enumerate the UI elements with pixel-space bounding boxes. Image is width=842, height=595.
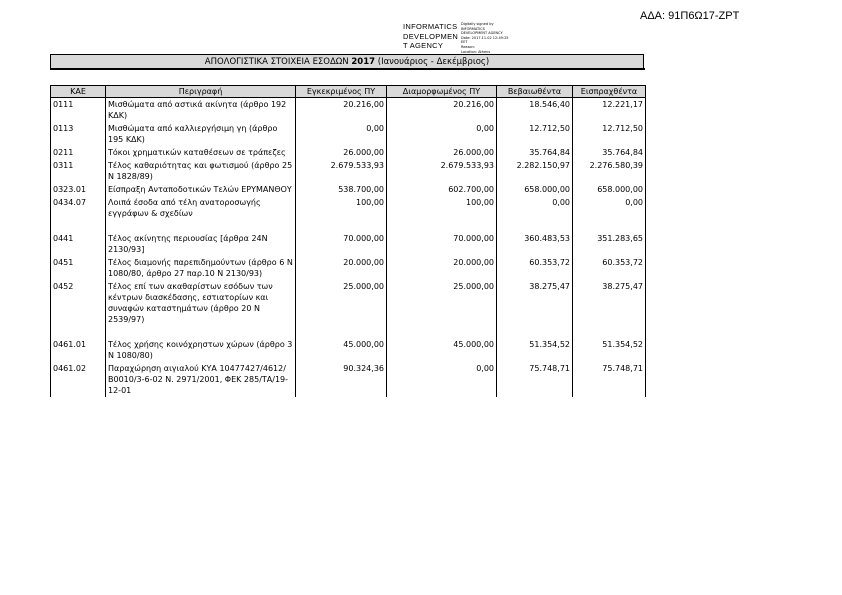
revised-budget-cell: 25.000,00	[387, 280, 497, 326]
revised-budget-cell: 26.000,00	[387, 146, 497, 159]
revised-budget-cell: 0,00	[387, 362, 497, 397]
revised-budget-cell: 70.000,00	[387, 232, 497, 256]
kae-cell: 0111	[51, 98, 106, 123]
table-row	[51, 98, 646, 123]
kae-cell: 0323.01	[51, 183, 106, 196]
column-header-collected: Εισπραχθέντα	[573, 86, 646, 98]
title-underline	[50, 68, 645, 70]
spacer-cell	[387, 326, 497, 338]
signature-detail-line: EET	[461, 40, 468, 45]
certified-cell: 18.546,40	[497, 98, 573, 123]
description-cell: Τέλος χρήσης κοινόχρηστων χώρων (άρθρο 3 Ν 1080/80)	[106, 338, 296, 362]
revised-budget-cell: 2.679.533,93	[387, 159, 497, 183]
collected-cell: 12.712,50	[573, 122, 646, 146]
revised-budget-cell: 20.000,00	[387, 256, 497, 280]
certified-cell: 35.764,84	[497, 146, 573, 159]
revised-budget-cell: 45.000,00	[387, 338, 497, 362]
column-header-certified: Βεβαιωθέντα	[497, 86, 573, 98]
ada-code: ΑΔΑ: 91Π6Ω17-ΖΡΤ	[640, 10, 740, 22]
kae-cell: 0452	[51, 280, 106, 326]
signature-detail-line: INFORMATICS	[461, 26, 485, 31]
collected-cell: 658.000,00	[573, 183, 646, 196]
table-header-row	[51, 86, 646, 98]
certified-cell: 658.000,00	[497, 183, 573, 196]
revenue-table	[50, 85, 646, 397]
spacer-cell	[573, 220, 646, 232]
report-title-suffix: (Ιανουάριος - Δεκέμβριος)	[375, 57, 490, 67]
description-cell: Τέλος επί των ακαθαρίστων εσόδων των κέντρων διασκέδασης, εστιατορίων και συναφών καταστημάτων (άρθρο 20 Ν 2539/97)	[106, 280, 296, 326]
description-cell: Μισθώματα από αστικά ακίνητα (άρθρο 192 ΚΔΚ)	[106, 98, 296, 123]
spacer-cell	[296, 220, 387, 232]
certified-cell: 12.712,50	[497, 122, 573, 146]
spacer-cell	[106, 326, 296, 338]
column-header-approved-budget: Εγκεκριμένος ΠΥ	[296, 86, 387, 98]
collected-cell: 351.283,65	[573, 232, 646, 256]
kae-cell: 0311	[51, 159, 106, 183]
spacer-cell	[573, 326, 646, 338]
certified-cell: 51.354,52	[497, 338, 573, 362]
certified-cell: 60.353,72	[497, 256, 573, 280]
spacer-cell	[296, 326, 387, 338]
signature-details	[461, 22, 531, 54]
table-row	[51, 338, 646, 362]
approved-budget-cell: 0,00	[296, 122, 387, 146]
description-cell: Είσπραξη Ανταποδοτικών Τελών ΕΡΥΜΑΝΘΟΥ	[106, 183, 296, 196]
approved-budget-cell: 70.000,00	[296, 232, 387, 256]
signature-detail-line: Digitally signed by	[461, 22, 494, 26]
spacer-cell	[387, 220, 497, 232]
revised-budget-cell: 0,00	[387, 122, 497, 146]
approved-budget-cell: 2.679.533,93	[296, 159, 387, 183]
table-row	[51, 232, 646, 256]
kae-cell: 0461.01	[51, 338, 106, 362]
collected-cell: 60.353,72	[573, 256, 646, 280]
certified-cell: 360.483,53	[497, 232, 573, 256]
table-row	[51, 159, 646, 183]
approved-budget-cell: 538.700,00	[296, 183, 387, 196]
revised-budget-cell: 100,00	[387, 196, 497, 220]
report-title-prefix: ΑΠΟΛΟΓΙΣΤΙΚΑ ΣΤΟΙΧΕΙΑ ΕΣΟΔΩΝ	[204, 57, 352, 67]
signer-line: INFORMATICS	[403, 22, 458, 31]
approved-budget-cell: 25.000,00	[296, 280, 387, 326]
table-row	[51, 196, 646, 220]
certified-cell: 0,00	[497, 196, 573, 220]
spacer-cell	[51, 326, 106, 338]
report-title-year: 2017	[351, 57, 376, 67]
table-row	[51, 146, 646, 159]
approved-budget-cell: 100,00	[296, 196, 387, 220]
kae-cell: 0211	[51, 146, 106, 159]
table-row	[51, 362, 646, 397]
certified-cell: 38.275,47	[497, 280, 573, 326]
collected-cell: 0,00	[573, 196, 646, 220]
signer-name	[403, 22, 459, 51]
collected-cell: 51.354,52	[573, 338, 646, 362]
collected-cell: 75.748,71	[573, 362, 646, 397]
table-row	[51, 122, 646, 146]
description-cell: Μισθώματα από καλλιεργήσιμη γη (άρθρο 195 ΚΔΚ)	[106, 122, 296, 146]
approved-budget-cell: 20.216,00	[296, 98, 387, 123]
signature-detail-line: DEVELOPMENT AGENCY	[461, 31, 503, 36]
description-cell: Παραχώρηση αιγιαλού ΚΥΑ 10477427/4612/Β0010/3-6-02 Ν. 2971/2001, ΦΕΚ 285/ΤΑ/19-12-01	[106, 362, 296, 397]
kae-cell: 0461.02	[51, 362, 106, 397]
description-cell: Τέλος ακίνητης περιουσίας [άρθρα 24Ν 2130/93]	[106, 232, 296, 256]
revised-budget-cell: 602.700,00	[387, 183, 497, 196]
collected-cell: 12.221,17	[573, 98, 646, 123]
table-row	[51, 256, 646, 280]
collected-cell: 2.276.580,39	[573, 159, 646, 183]
spacer-cell	[497, 326, 573, 338]
signer-line: DEVELOPMEN	[403, 31, 459, 41]
approved-budget-cell: 45.000,00	[296, 338, 387, 362]
approved-budget-cell: 26.000,00	[296, 146, 387, 159]
approved-budget-cell: 90.324,36	[296, 362, 387, 397]
revised-budget-cell: 20.216,00	[387, 98, 497, 123]
certified-cell: 2.282.150,97	[497, 159, 573, 183]
collected-cell: 38.275,47	[573, 280, 646, 326]
description-cell: Τέλος καθαριότητας και φωτισμού (άρθρο 25 Ν 1828/89)	[106, 159, 296, 183]
kae-cell: 0113	[51, 122, 106, 146]
table-row	[51, 280, 646, 326]
approved-budget-cell: 20.000,00	[296, 256, 387, 280]
spacer-cell	[51, 220, 106, 232]
kae-cell: 0451	[51, 256, 106, 280]
column-header-description: Περιγραφή	[106, 86, 296, 98]
description-cell: Λοιπά έσοδα από τέλη ανατοροσωγής εγγράφων & σχεδίων	[106, 196, 296, 220]
certified-cell: 75.748,71	[497, 362, 573, 397]
table-row	[51, 183, 646, 196]
kae-cell: 0434.07	[51, 196, 106, 220]
signature-detail-line: Date: 2017.11.02 12:49:25	[461, 35, 509, 40]
column-header-kae: ΚΑΕ	[51, 86, 106, 98]
description-cell: Τόκοι χρηματικών καταθέσεων σε τράπεζες	[106, 146, 296, 159]
signature-detail-line: Location: Athens	[461, 49, 491, 54]
spacer-cell	[497, 220, 573, 232]
signer-line: T AGENCY	[403, 41, 444, 50]
table-spacer-row	[51, 326, 646, 338]
collected-cell: 35.764,84	[573, 146, 646, 159]
signature-detail-line: Reason:	[461, 44, 475, 49]
kae-cell: 0441	[51, 232, 106, 256]
column-header-revised-budget: Διαμορφωμένος ΠΥ	[387, 86, 497, 98]
table-body	[51, 98, 646, 398]
table-spacer-row	[51, 220, 646, 232]
spacer-cell	[106, 220, 296, 232]
description-cell: Τέλος διαμονής παρεπιδημούντων (άρθρο 6 Ν 1080/80, άρθρο 27 παρ.10 Ν 2130/93)	[106, 256, 296, 280]
